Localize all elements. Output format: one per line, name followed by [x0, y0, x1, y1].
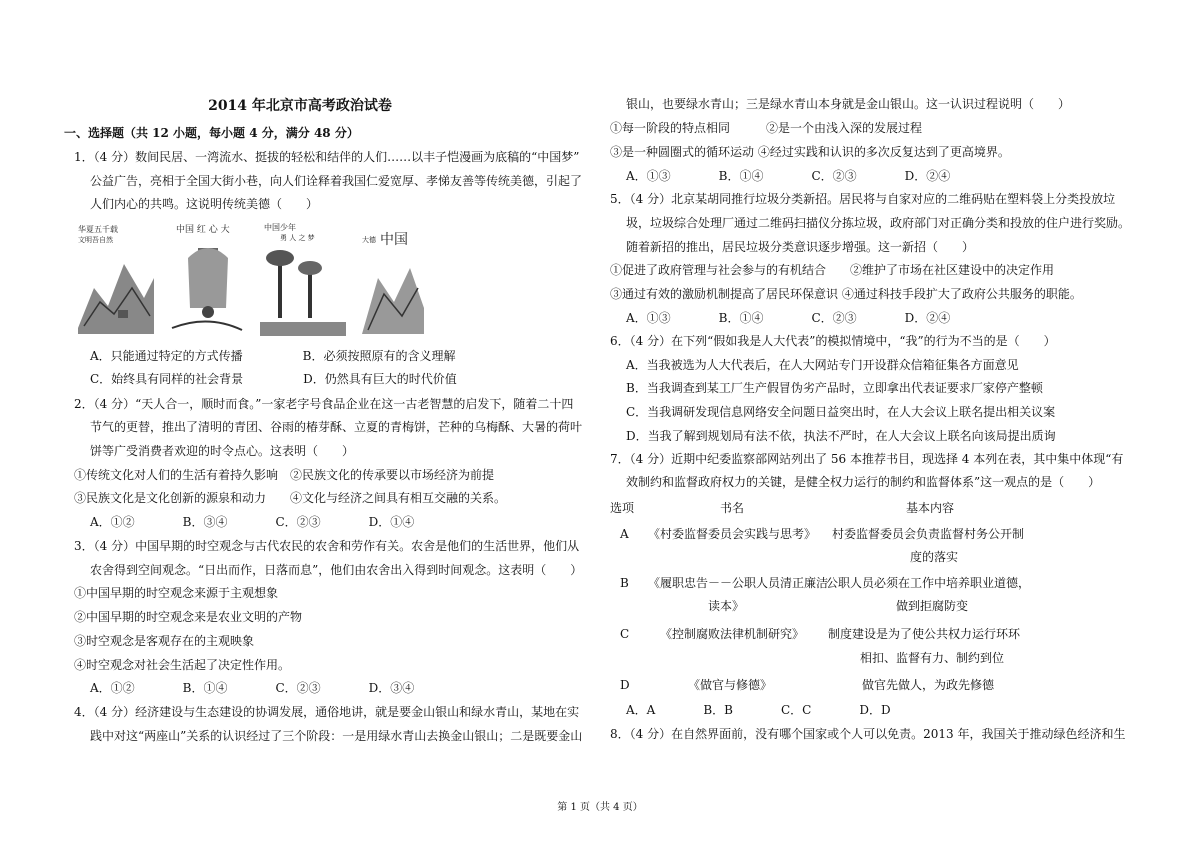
- table-row-b-content-2: 做到拒腐防变: [896, 599, 969, 613]
- q4-line-3: 银山，也要绿水青山；三是绿水青山本身就是金山银山。这一认识过程说明（ ）: [626, 97, 1071, 111]
- q3-options: A．①② B．①④ C．②③ D．③④: [90, 681, 415, 695]
- q6-option-a: A．当我被选为人大代表后，在人大网站专门开设群众信箱征集各方面意见: [626, 358, 1019, 372]
- q8-line-1: 8．（4 分）在自然界面前，没有哪个国家或个人可以免责。2013 年，我国关于推动绿色经济和生: [610, 727, 1126, 741]
- q1-line-2: 公益广告，亮相于全国大街小巷，向人们诠释着我国仁爱宽厚、孝悌友善等传统美德，引起了: [90, 174, 583, 188]
- page-footer: 第 1 页（共 4 页）: [557, 802, 643, 813]
- illustration-1: [74, 218, 158, 338]
- q6-option-c: C．当我调研发现信息网络安全问题日益突出时，在人大会议上联名提出相关议案: [626, 405, 1056, 419]
- q5-line-1: 5．（4 分）北京某胡同推行垃圾分类新招。居民将与自家对应的二维码贴在塑料袋上分类投放垃: [610, 192, 1116, 206]
- q1-options-ab: A．只能通过特定的方式传播 B．必须按照原有的含义理解: [90, 349, 456, 363]
- q5-statements-12: ①促进了政府管理与社会参与的有机结合 ②维护了市场在社区建设中的决定作用: [610, 263, 1055, 277]
- table-header-book: 书名: [720, 501, 745, 515]
- q2-statements-34: ③民族文化是文化创新的源泉和动力 ④文化与经济之间具有相互交融的关系。: [74, 491, 507, 505]
- illustration-caption-1: 华夏五千载: [78, 225, 118, 234]
- table-row-c-option: C: [620, 627, 630, 641]
- table-row-a-book: 《村委监督委员会实践与思考》: [648, 527, 817, 541]
- q1-options-cd: C．始终具有同样的社会背景 D．仍然具有巨大的时代价值: [90, 372, 457, 386]
- q2-line-3: 饼等广受消费者欢迎的时令点心。这表明（ ）: [90, 444, 355, 458]
- q4-statements-12: ①每一阶段的特点相同 ②是一个由浅入深的发展过程: [610, 121, 923, 135]
- q7-options: A．A B．B C．C D．D: [626, 703, 891, 717]
- section-heading: 一、选择题（共 12 小题，每小题 4 分，满分 48 分）: [64, 126, 359, 140]
- table-row-b-content: 公职人员必须在工作中培养职业道德，: [826, 576, 1031, 590]
- table-row-b-book-2: 读本》: [708, 599, 745, 613]
- right-column: [600, 0, 1200, 848]
- q7-line-1: 7．（4 分）近期中纪委监察部网站列出了 56 本推荐书目，现选择 4 本列在表，其中集中体现“有: [610, 452, 1124, 466]
- svg-text:大德: 大德: [362, 236, 376, 244]
- illustration-3: [258, 218, 348, 338]
- table-row-a-option: A: [620, 527, 629, 541]
- q1-line-3: 人们内心的共鸣。这说明传统美德（ ）: [90, 197, 319, 211]
- q2-statements-12: ①传统文化对人们的生活有着持久影响 ②民族文化的传承要以市场经济为前提: [74, 468, 495, 482]
- svg-text:文明吾自然: 文明吾自然: [78, 236, 113, 244]
- q6-option-b: B．当我调查到某工厂生产假冒伪劣产品时，立即拿出代表证要求厂家停产整顿: [626, 381, 1043, 395]
- table-row-b-option: B: [620, 576, 629, 590]
- table-header-option: 选项: [610, 501, 635, 515]
- q2-line-1: 2．（4 分）“天人合一，顺时而食。”一家老字号食品企业在这一古老智慧的启发下，随着二十四: [74, 397, 574, 411]
- q3-line-2: 农舍得到空间观念。“日出而作，日落而息”，他们由农舍出入得到时间观念。这表明（ ）: [90, 563, 583, 577]
- illustration-caption-4: 中国: [380, 232, 408, 248]
- table-row-b-book: 《履职忠告－－公职人员清正廉洁: [648, 576, 829, 590]
- q3-statement-2: ②中国早期的时空观念来是农业文明的产物: [74, 610, 303, 624]
- illustration-2: [168, 218, 246, 338]
- q4-statements-34: ③是一种圆圈式的循环运动 ④经过实践和认识的多次反复达到了更高境界。: [610, 145, 1010, 159]
- table-row-d-option: D: [620, 678, 630, 692]
- table-row-d-content: 做官先做人，为政先修德: [862, 678, 995, 692]
- svg-text:勇 人 之 梦: 勇 人 之 梦: [280, 234, 315, 242]
- q4-line-1: 4．（4 分）经济建设与生态建设的协调发展，通俗地讲，就是要金山银山和绿水青山，某地在实: [74, 705, 580, 719]
- q2-line-2: 节气的更替，推出了清明的青团、谷雨的椿芽酥、立夏的青梅饼，芒种的乌梅酥、大暑的荷叶: [90, 420, 583, 434]
- q3-statement-1: ①中国早期的时空观念来源于主观想象: [74, 586, 279, 600]
- table-row-d-book: 《做官与修德》: [688, 678, 773, 692]
- q6-option-d: D．当我了解到规划局有法不依，执法不严时，在人大会议上联名向该局提出质询: [626, 429, 1056, 443]
- q2-options: A．①② B．③④ C．②③ D．①④: [90, 515, 415, 529]
- q3-statement-3: ③时空观念是客观存在的主观映象: [74, 634, 255, 648]
- q4-options: A．①③ B．①④ C．②③ D．②④: [626, 169, 951, 183]
- illustration-4: [358, 218, 428, 338]
- table-row-c-book: 《控制腐败法律机制研究》: [660, 627, 805, 641]
- q5-options: A．①③ B．①④ C．②③ D．②④: [626, 311, 951, 325]
- q5-line-2: 圾，垃圾综合处理厂通过二维码扫描仪分拣垃圾，政府部门对正确分类和投放的住户进行奖励。: [626, 216, 1131, 230]
- illustration-caption-3: 中国少年: [264, 223, 296, 232]
- document-title: 2014 年北京市高考政治试卷: [208, 98, 392, 114]
- illustration-caption-2: 中国 红 心 大: [176, 225, 230, 235]
- q5-line-3: 随着新招的推出，居民垃圾分类意识逐步增强。这一新招（ ）: [626, 240, 975, 254]
- q4-line-2: 践中对这“两座山”关系的认识经过了三个阶段：一是用绿水青山去换金山银山；二是既要金山: [90, 729, 583, 743]
- q5-statements-34: ③通过有效的激励机制提高了居民环保意识 ④通过科技手段扩大了政府公共服务的职能。: [610, 287, 1082, 301]
- q6-line-1: 6．（4 分）在下列“假如我是人大代表”的模拟情境中，“我”的行为不当的是（ ）: [610, 334, 1056, 348]
- q3-statement-4: ④时空观念对社会生活起了决定性作用。: [74, 658, 291, 672]
- q3-line-1: 3．（4 分）中国早期的时空观念与古代农民的农舍和劳作有关。农舍是他们的生活世界，他们从: [74, 539, 580, 553]
- q1-line-1: 1．（4 分）数间民居、一湾流水、挺拔的轻松和结伴的人们……以丰子恺漫画为底稿的“中国梦”: [74, 150, 580, 164]
- q7-line-2: 效制约和监督政府权力的关键，是健全权力运行的制约和监督体系”这一观点的是（ ）: [626, 475, 1101, 489]
- table-header-content: 基本内容: [906, 501, 955, 515]
- table-row-c-content: 制度建设是为了使公共权力运行环环: [828, 627, 1021, 641]
- table-row-a-content: 村委监督委员会负责监督村务公开制: [832, 527, 1025, 541]
- table-row-a-content-2: 度的落实: [910, 550, 959, 564]
- table-row-c-content-2: 相扣、监督有力、制约到位: [860, 651, 1005, 665]
